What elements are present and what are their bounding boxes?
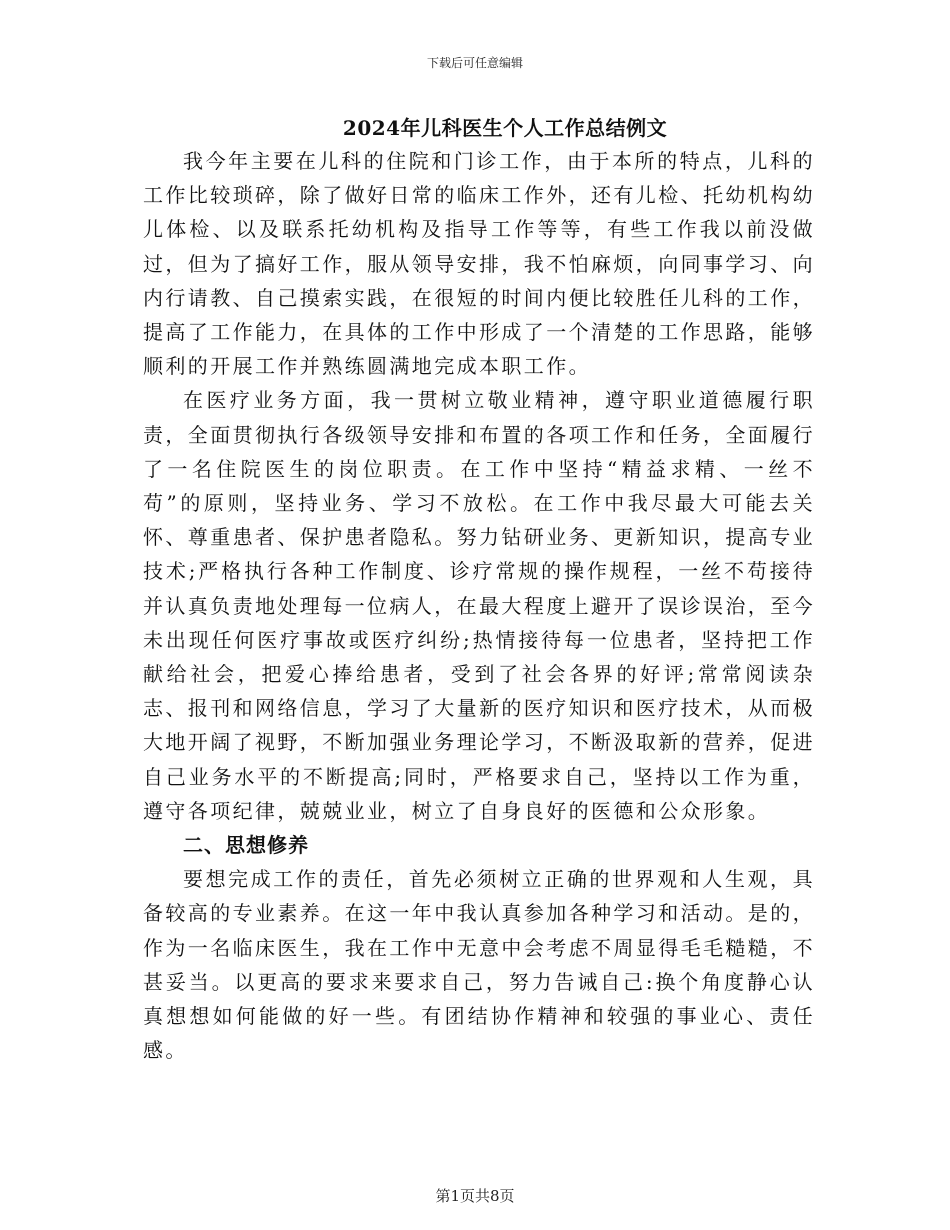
paragraph-ideology: 要想完成工作的责任，首先必须树立正确的世界观和人生观，具备较高的专业素养。在这一年中我认真参加各种学习和活动。是的，作为一名临床医生，我在工作中无意中会考虑不周显得毛毛糙糙，不甚妥当。以更高的要求来要求自己，努力告诫自己:换个角度静心认真想想如何能做的好一些。有团结协作精神和较强的事业心、责任感。 bbox=[143, 867, 815, 1063]
paragraph-medical-practice: 在医疗业务方面，我一贯树立敬业精神，遵守职业道德履行职责，全面贯彻执行各级领导安排和布置的各项工作和任务，全面履行了一名住院医生的岗位职责。在工作中坚持“精益求精、一丝不苟”的原则，坚持业务、学习不放松。在工作中我尽最大可能去关怀、尊重患者、保护患者隐私。努力钻研业务、更新知识，提高专业技术;严格执行各种工作制度、诊疗常规的操作规程，一丝不苟接待并认真负责地处理每一位病人，在最大程度上避开了误诊误治，至今未出现任何医疗事故或医疗纠纷;热情接待每一位患者，坚持把工作献给社会，把爱心捧给患者，受到了社会各界的好评;常常阅读杂志、报刊和网络信息，学习了大量新的医疗知识和医疗技术，从而极大地开阔了视野，不断加强业务理论学习，不断汲取新的营养，促进自己业务水平的不断提高;同时，严格要求自己，坚持以工作为重，遵守各项纪律，兢兢业业，树立了自身良好的医德和公众形象。 bbox=[143, 388, 815, 823]
paragraph-work-overview: 我今年主要在儿科的住院和门诊工作，由于本所的特点，儿科的工作比较琐碎，除了做好日常的临床工作外，还有儿检、托幼机构幼儿体检、以及联系托幼机构及指导工作等等，有些工作我以前没做过，但为了搞好工作，服从领导安排，我不怕麻烦，向同事学习、向内行请教、自己摸索实践，在很短的时间内便比较胜任儿科的工作，提高了工作能力，在具体的工作中形成了一个清楚的工作思路，能够顺利的开展工作并熟练圆满地完成本职工作。 bbox=[143, 149, 815, 379]
section-heading-ideology: 二、思想修养 bbox=[183, 833, 309, 858]
header-note: 下载后可任意编辑 bbox=[426, 56, 523, 70]
page-number: 第1页共8页 bbox=[435, 1187, 515, 1205]
document-body bbox=[143, 144, 815, 1067]
document-title: 2024年儿科医生个人工作总结例文 bbox=[342, 116, 668, 140]
